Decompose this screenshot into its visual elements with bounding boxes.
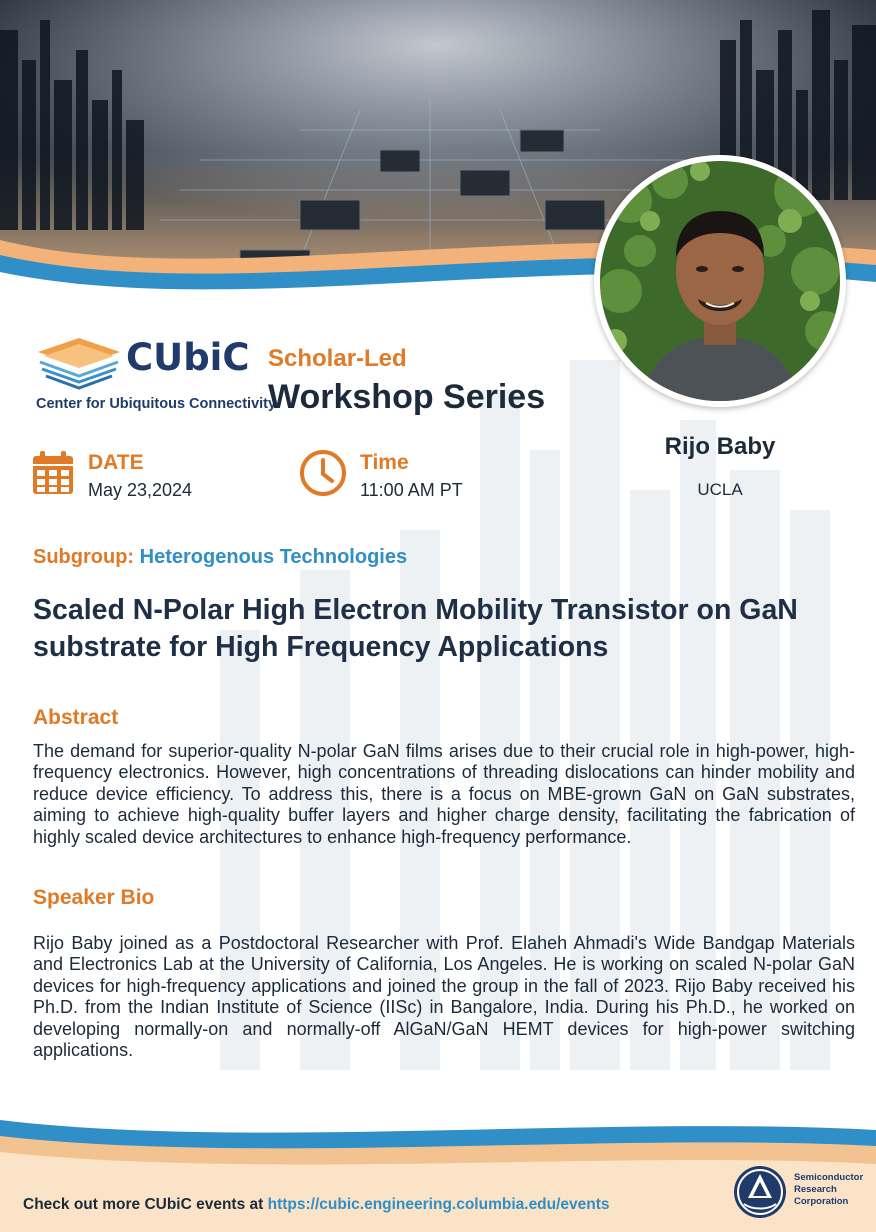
- src-logo-icon: [732, 1164, 788, 1220]
- src-logo-text: [794, 1172, 863, 1208]
- cubic-logo: [36, 334, 277, 424]
- subgroup-label: Subgroup:: [33, 546, 135, 568]
- clock-icon: [298, 448, 348, 498]
- time-value: 11:00 AM PT: [360, 480, 463, 500]
- src-line-2: Research: [794, 1183, 837, 1195]
- abstract-heading: Abstract: [33, 706, 119, 729]
- cubic-logo-tagline: Center for Ubiquitous Connectivity: [36, 396, 277, 412]
- src-line-3: Corporation: [794, 1195, 849, 1207]
- bio-heading: Speaker Bio: [33, 886, 155, 909]
- speaker-name: Rijo Baby: [664, 433, 776, 460]
- events-link[interactable]: https://cubic.engineering.columbia.edu/events: [267, 1196, 610, 1213]
- cubic-logo-icon: [36, 334, 122, 392]
- date-value: May 23,2024: [88, 480, 193, 500]
- footer-text: Check out more CUbiC events at: [23, 1196, 264, 1213]
- cubic-logo-word: CUbiC: [126, 336, 250, 379]
- subgroup-value: Heterogenous Technologies: [139, 546, 408, 568]
- src-line-1: Semiconductor: [794, 1172, 864, 1183]
- speaker-photo-frame: [594, 155, 846, 407]
- speaker-photo: [600, 161, 840, 401]
- talk-title: Scaled N-Polar High Electron Mobility Transistor on GaN substrate for High Frequency Applications: [33, 594, 798, 664]
- subgroup-line: [33, 546, 407, 569]
- src-logo: [730, 1162, 870, 1222]
- abstract-text: The demand for superior-quality N-polar GaN films arises due to their crucial role in high-power, high-frequency electronics. However, high concentrations of threading dislocations can hinder mobility and reduce device efficiency. To address this, there is a focus on MBE-grown GaN on GaN substrates, aiming to achieve high-quality buffer layers and higher charge density, facilitating the fabrication of highly scaled device architectures to enhance high-frequency performance.: [33, 741, 855, 847]
- date-label: DATE: [88, 451, 144, 474]
- speaker-affiliation: UCLA: [697, 480, 743, 499]
- series-title: Workshop Series: [268, 378, 546, 416]
- time-label: Time: [360, 451, 409, 474]
- series-subtitle: Scholar-Led: [268, 345, 407, 372]
- bio-text: Rijo Baby joined as a Postdoctoral Researcher with Prof. Elaheh Ahmadi's Wide Bandgap Materials and Electronics Lab at the University of California, Los Angeles. He is working on scaled N-polar GaN devices for high-frequency applications and joined the group in the fall of 2023. Rijo Baby received his Ph.D. from the Indian Institute of Science (IISc) in Bangalore, India. During his Ph.D., he worked on developing normally-on and normally-off AlGaN/GaN HEMT devices for high-power switching applications.: [33, 933, 855, 1061]
- calendar-icon: [31, 450, 75, 496]
- footer-cta: [23, 1196, 610, 1214]
